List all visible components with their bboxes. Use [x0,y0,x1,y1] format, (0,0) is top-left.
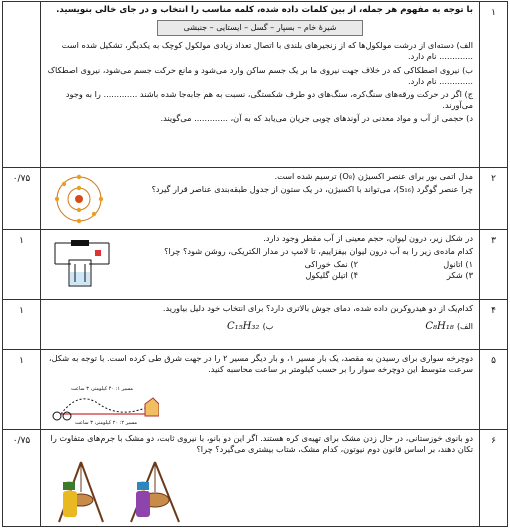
question-title: با توجه به مفهوم هر جمله، از بین کلمات داده شده، کلمه مناسب را انتخاب و در جای خالی بنویسید. [56,5,473,15]
question-score: ۱ [3,230,41,299]
question-4 [3,300,507,350]
route-figure [49,380,159,426]
option-a: الف) C₈H₁₈ [425,321,473,333]
formula-b: C₁₅H₃₂ [227,321,260,333]
question-score: ۰/۷۵ [3,168,41,229]
fill-item-a: الف) دسته‌ای از درشت مولکول‌ها که از زنجیرهای بلندی با اتصال تعداد زیادی مولکول کوچک به یکدیگر، تشکیل شده است ............. نام دارد. [61,40,473,62]
question-text-line: کدام ماده‌ی زیر را به آب درون لیوان بیفزاییم، تا لامپ در مدار الکتریکی، روشن شود؟ چرا؟ [164,246,473,257]
question-number: ۱ [479,2,507,167]
exam-sheet [2,1,508,527]
option-2: ۲) نمک خوراکی [304,259,358,270]
question-content [123,230,477,299]
circuit-figure [49,234,119,294]
fill-item-c: ج) اگر در حرکت ورقه‌های سنگ‌کره، سنگ‌های دو طرف شکستگی، نسبت به هم جابه‌جا شده باشند ............. را به وجود می‌آورند. [65,88,473,110]
question-number: ۲ [479,168,507,229]
question-text-line: دو بانوی خوزستانی، در حال زدن مشک برای تهیه‌ی کره هستند. اگر این دو بانو، با نیروی ثابت، دو مشک با جرم‌های متفاوت را تکان دهند، بر اساس قانون دوم نیوتون، کدام مشک، شتاب بیشتری می‌گیرد؟ چرا؟ [50,433,473,455]
fill-item-b: ب) نیروی اصطکاکی که در خلاف جهت نیروی ما بر یک جسم ساکن وارد می‌شود و مانع حرکت جسم می‌شود، نیروی اصطکاک ............. نام دارد. [47,64,473,86]
question-number: ۳ [479,230,507,299]
question-1 [3,2,507,168]
question-number: ۵ [479,350,507,429]
question-text-line: چرا عنصر گوگرد (S₁₆)، می‌تواند با اکسیژن، در یک ستون از جدول طبقه‌بندی عناصر قرار گیرد؟ [151,184,473,195]
question-text-line: مدل اتمی بور برای عنصر اکسیژن (O₈) ترسیم شده است. [274,171,473,181]
question-6 [3,430,507,526]
formula-options [47,320,473,334]
question-score: ۰/۷۵ [3,430,41,526]
option-4: ۴) اتیلن گلیکول [305,270,358,281]
question-content [113,168,477,229]
churning-figure [51,452,191,524]
route-1-label: مسیر ۱: ۴۰ کیلومتر، ۳ ساعت [71,386,134,392]
option-b: ب) C₁₅H₃₂ [227,321,274,333]
bohr-model-figure [47,172,111,226]
question-3 [3,230,507,300]
question-text-line: دوچرخه سواری برای رسیدن به مقصد، یک بار مسیر ۱، و بار دیگر مسیر ۲ را در جهت شرق طی کرده است. با توجه به شکل، سرعت متوسط این دوچرخه سوار را بر حسب کیلومتر بر ساعت محاسبه کنید. [48,353,473,375]
route-2-label: مسیر ۲: ۲۰ کیلومتر، ۳ ساعت [75,420,138,426]
question-score: ۱ [3,350,41,429]
question-content [43,300,477,349]
question-text-line: کدام‌یک از دو هیدروکربن داده شده، دمای جوش بالاتری دارد؟ برای انتخاب خود دلیل بیاورید. [162,303,473,313]
formula-a: C₈H₁₈ [425,321,454,333]
question-number: ۶ [479,430,507,526]
options-grid [243,259,473,281]
question-2 [3,168,507,230]
question-text-line: در شکل زیر، درون لیوان، حجم معینی از آب مقطر وجود دارد. [263,233,473,243]
word-bank: شیرهٔ خام – بسپار – گسل – ایستایی – جنبشی [157,20,363,37]
option-1: ۱) اتانول [443,259,473,270]
question-score: ۱ [3,300,41,349]
fill-item-d: د) حجمی از آب و مواد معدنی در آوندهای چوبی جریان می‌یابد که به آن، ............. می‌گویند. [160,112,473,123]
option-3: ۳) شکر [446,270,473,281]
question-score [3,2,41,167]
question-content [43,2,477,167]
question-number: ۴ [479,300,507,349]
question-5 [3,350,507,430]
